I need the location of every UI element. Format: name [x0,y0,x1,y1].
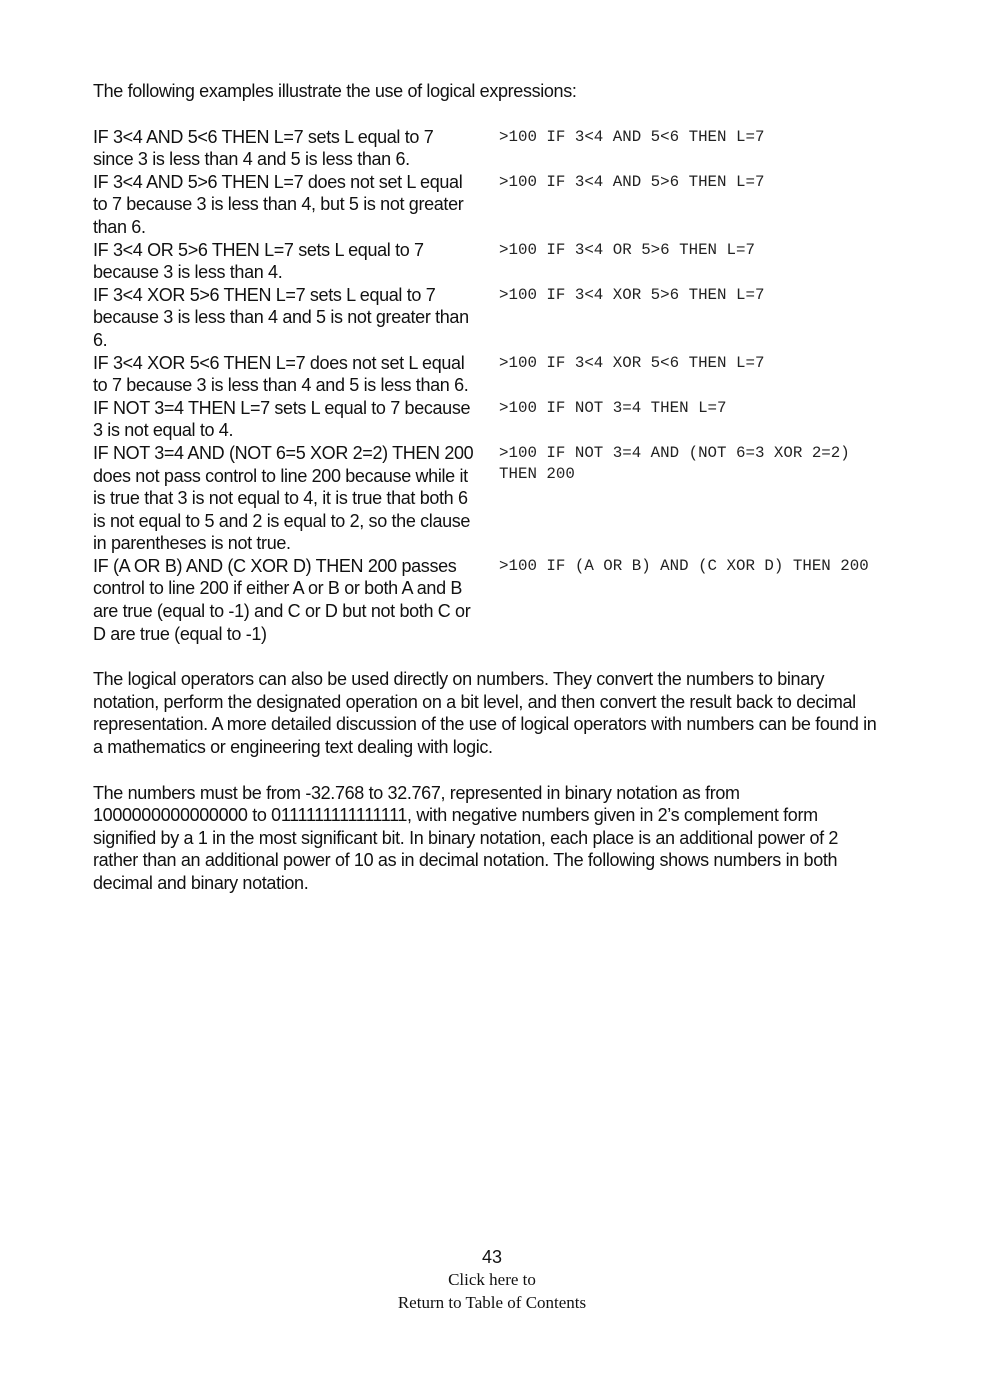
example-description: IF 3<4 XOR 5<6 THEN L=7 does not set L equal to 7 because 3 is less than 4 and 5 is less than 6. [93,352,469,396]
example-code: >100 IF 3<4 AND 5<6 THEN L=7 [499,127,765,146]
example-row [93,442,883,555]
intro-text: The following examples illustrate the use of logical expressions: [93,81,577,101]
example-code: >100 IF NOT 3=4 AND (NOT 6=3 XOR 2=2) THEN 200 [499,443,860,483]
example-code: >100 IF 3<4 XOR 5>6 THEN L=7 [499,285,765,304]
return-to-toc-link[interactable] [0,1268,984,1314]
body-paragraph: The numbers must be from -32.768 to 32.767, represented in binary notation as from 1000000000000000 to 0111111111111111, with negative numbers given in 2’s complement form signified by a 1 in the most significant bit. In binary notation, each place is an additional power of 2 rather than an additional power of 10 as in decimal notation. The following shows numbers in both decimal and binary notation. [93,782,839,893]
example-description: IF NOT 3=4 AND (NOT 6=5 XOR 2=2) THEN 200 does not pass control to line 200 because while it is true that 3 is not equal to 4, it is true that both 6 is not equal to 5 and 2 is equal to 2, so the clause in parentheses is not true. [93,442,474,554]
example-row [93,126,883,171]
example-description: IF (A OR B) AND (C XOR D) THEN 200 passes control to line 200 if either A or B or both A and B are true (equal to -1) and C or D but not both C or D are true (equal to -1) [93,555,471,644]
example-code: >100 IF NOT 3=4 THEN L=7 [499,398,727,417]
example-description: IF 3<4 AND 5>6 THEN L=7 does not set L equal to 7 because 3 is less than 4, but 5 is not greater than 6. [93,171,464,237]
page-footer [0,1246,984,1314]
example-code: >100 IF (A OR B) AND (C XOR D) THEN 200 [499,556,869,575]
body-paragraph: The logical operators can also be used directly on numbers. They convert the numbers to binary notation, perform the designated operation on a bit level, and then convert the result back to decimal representation. A more detailed discussion of the use of logical operators with numbers can be found in a mathematics or engineering text dealing with logic. [93,669,877,758]
example-row [93,239,883,284]
example-description: IF 3<4 OR 5>6 THEN L=7 sets L equal to 7 because 3 is less than 4. [93,239,424,283]
example-description: IF 3<4 XOR 5>6 THEN L=7 sets L equal to 7 because 3 is less than 4 and 5 is not greater than 6. [93,284,469,350]
example-code: >100 IF 3<4 AND 5>6 THEN L=7 [499,172,765,191]
example-description: IF 3<4 AND 5<6 THEN L=7 sets L equal to 7 since 3 is less than 4 and 5 is less than 6. [93,126,434,170]
example-row [93,284,883,352]
example-code: >100 IF 3<4 XOR 5<6 THEN L=7 [499,353,765,372]
page-number: 43 [481,1247,503,1267]
example-row [93,397,883,442]
example-description: IF NOT 3=4 THEN L=7 sets L equal to 7 because 3 is not equal to 4. [93,397,471,441]
examples-table [93,126,883,646]
page-content [93,80,883,895]
example-code: >100 IF 3<4 OR 5>6 THEN L=7 [499,240,755,259]
link-line-1: Click here to [448,1270,536,1289]
link-line-2: Return to Table of Contents [397,1293,587,1312]
example-row [93,555,883,645]
example-row [93,171,883,239]
example-row [93,352,883,397]
